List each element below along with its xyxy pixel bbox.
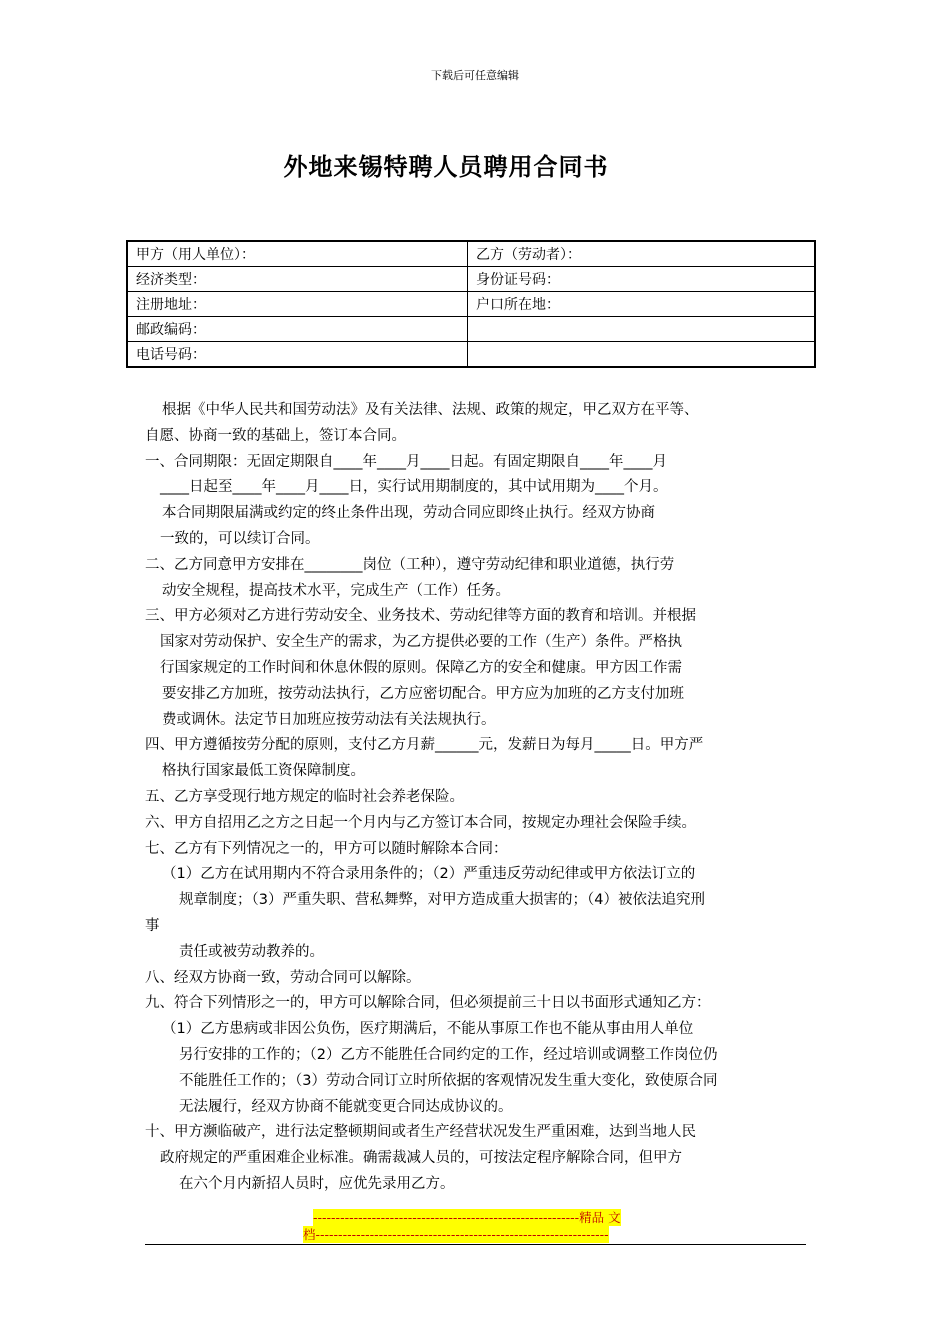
footer-rule [145, 1244, 806, 1245]
info-row [127, 241, 815, 267]
info-cell-right: 乙方（劳动者）： [468, 241, 816, 267]
body-line: 动安全规程，提高技术水平，完成生产（工作）任务。 [162, 582, 510, 599]
body-line: 二、乙方同意甲方安排在________岗位（工种），遵守劳动纪律和职业道德，执行劳 [145, 556, 675, 573]
info-cell-left: 甲方（用人单位）： [127, 241, 468, 267]
body-line: 规章制度；（3）严重失职、营私舞弊，对甲方造成重大损害的；（4）被依法追究刑 [179, 892, 705, 909]
body-line: 六、甲方自招用乙之方之日起一个月内与乙方签订本合同，按规定办理社会保险手续。 [145, 814, 696, 831]
header-note: 下载后可任意编辑 [431, 69, 519, 82]
info-row [127, 317, 815, 342]
body-line: 费或调休。法定节日加班应按劳动法有关法规执行。 [162, 711, 496, 728]
info-row [127, 292, 815, 317]
body-line: 行国家规定的工作时间和休息休假的原则。保障乙方的安全和健康。甲方因工作需 [160, 659, 682, 676]
party-info-table [126, 240, 816, 368]
body-line: 本合同期限届满或约定的终止条件出现，劳动合同应即终止执行。经双方协商 [162, 505, 655, 522]
body-line: 无法履行，经双方协商不能就变更合同达成协议的。 [179, 1098, 513, 1115]
body-line: ____日起至____年____月____日，实行试用期制度的，其中试用期为____个月。 [160, 479, 668, 496]
info-cell-left: 邮政编码： [127, 317, 468, 342]
body-line: 九、符合下列情形之一的，甲方可以解除合同，但必须提前三十日以书面形式通知乙方： [145, 995, 711, 1012]
body-line: 要安排乙方加班，按劳动法执行，乙方应密切配合。甲方应为加班的乙方支付加班 [162, 685, 684, 702]
info-cell-left: 电话号码： [127, 342, 468, 368]
body-line: 七、乙方有下列情况之一的，甲方可以随时解除本合同： [145, 840, 508, 857]
body-line: 五、乙方享受现行地方规定的临时社会养老保险。 [145, 788, 464, 805]
info-cell-right [468, 317, 816, 342]
info-cell-right [468, 342, 816, 368]
contract-body [145, 398, 815, 1198]
body-line: （1）乙方患病或非因公负伤，医疗期满后，不能从事原工作也不能从事由用人单位 [162, 1021, 694, 1038]
info-row [127, 267, 815, 292]
body-line: 一致的，可以续订合同。 [160, 530, 320, 547]
body-line: 在六个月内新招人员时，应优先录用乙方。 [179, 1175, 455, 1192]
footer-line-2: 档----------------------------------------------------------------- [303, 1227, 609, 1242]
info-cell-left: 经济类型： [127, 267, 468, 292]
body-line: 事 [145, 917, 160, 934]
body-line: 四、甲方遵循按劳分配的原则，支付乙方月薪______元，发薪日为每月_____日。甲方严 [145, 737, 704, 754]
footer-line-1: -----------------------------------------------------------精品 文 [313, 1210, 621, 1225]
body-line: 格执行国家最低工资保障制度。 [162, 763, 365, 780]
body-line: 政府规定的严重困难企业标准。确需裁减人员的，可按法定程序解除合同，但甲方 [160, 1150, 682, 1167]
info-cell-right: 户口所在地： [468, 292, 816, 317]
info-cell-left: 注册地址： [127, 292, 468, 317]
body-line: 责任或被劳动教养的。 [179, 943, 324, 960]
body-line: 一、合同期限：无固定期限自____年____月____日起。有固定期限自____年____月 [145, 453, 667, 470]
body-line: （1）乙方在试用期内不符合录用条件的；（2）严重违反劳动纪律或甲方依法订立的 [162, 866, 696, 883]
body-line: 根据《中华人民共和国劳动法》及有关法律、法规、政策的规定，甲乙双方在平等、 [162, 402, 699, 418]
body-line: 三、甲方必须对乙方进行劳动安全、业务技术、劳动纪律等方面的教育和培训。并根据 [145, 608, 696, 625]
info-cell-right: 身份证号码： [468, 267, 816, 292]
body-line: 不能胜任工作的；（3）劳动合同订立时所依据的客观情况发生重大变化，致使原合同 [179, 1072, 718, 1089]
info-row [127, 342, 815, 368]
body-line: 十、甲方濒临破产，进行法定整顿期间或者生产经营状况发生严重困难，达到当地人民 [145, 1124, 696, 1141]
body-line: 八、经双方协商一致，劳动合同可以解除。 [145, 969, 421, 986]
document-title: 外地来锡特聘人员聘用合同书 [283, 153, 609, 181]
body-line: 另行安排的工作的；（2）乙方不能胜任合同约定的工作，经过培训或调整工作岗位仍 [179, 1046, 718, 1063]
body-line: 自愿、协商一致的基础上，签订本合同。 [145, 427, 406, 444]
body-line: 国家对劳动保护、安全生产的需求，为乙方提供必要的工作（生产）条件。严格执 [160, 634, 682, 651]
